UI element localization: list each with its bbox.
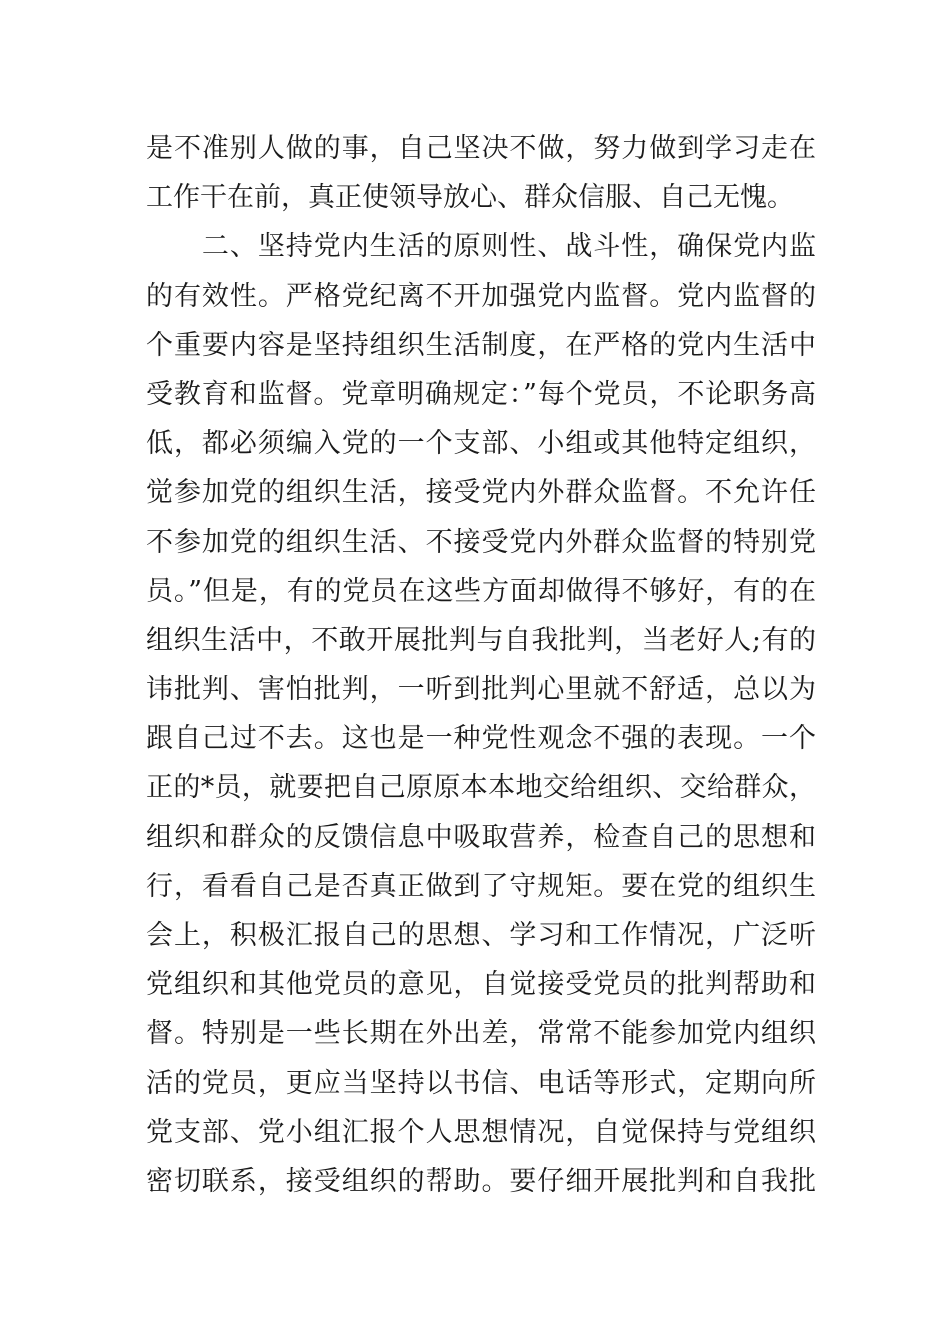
text-line-11: 组织生活中，不敢开展批判与自我批判，当老好人;有的 — [146, 624, 816, 656]
text-line-12: 讳批判、害怕批判，一听到批判心里就不舒适，总以为 — [146, 674, 816, 706]
text-line-16: 行，看看自己是否真正做到了守规矩。要在党的组织生 — [146, 870, 816, 902]
text-line-10: 员。”但是，有的党员在这些方面却做得不够好，有的在 — [146, 575, 816, 607]
document-body — [146, 124, 816, 1206]
text-line-1: 是不准别人做的事，自己坚决不做，努力做到学习走在 — [146, 133, 816, 164]
text-line-6: 受教育和监督。党章明确规定：”每个党员，不论职务高 — [146, 378, 816, 410]
text-line-3: 二、坚持党内生活的原则性、战斗性，确保党内监 — [201, 231, 816, 263]
text-line-8: 觉参加党的组织生活，接受党内外群众监督。不允许任 — [146, 477, 816, 509]
text-line-9: 不参加党的组织生活、不接受党内外群众监督的特别党 — [146, 526, 816, 558]
text-line-15: 组织和群众的反馈信息中吸取营养，检查自己的思想和 — [146, 821, 816, 853]
text-line-13: 跟自己过不去。这也是一种党性观念不强的表现。一个 — [146, 723, 816, 755]
text-line-7: 低，都必须编入党的一个支部、小组或其他特定组织， — [146, 428, 816, 460]
text-line-20: 活的党员，更应当坚持以书信、电话等形式，定期向所 — [146, 1067, 816, 1099]
text-line-18: 党组织和其他党员的意见，自觉接受党员的批判帮助和 — [146, 969, 816, 1001]
text-line-17: 会上，积极汇报自己的思想、学习和工作情况，广泛听 — [146, 920, 816, 951]
text-line-4: 的有效性。严格党纪离不开加强党内监督。党内监督的 — [146, 280, 816, 312]
text-line-21: 党支部、党小组汇报个人思想情况，自觉保持与党组织 — [146, 1116, 816, 1148]
text-line-2: 工作干在前，真正使领导放心、群众信服、自己无愧。 — [146, 182, 794, 214]
text-line-14: 正的*员，就要把自己原原本本地交给组织、交给群众， — [146, 772, 816, 804]
text-line-19: 督。特别是一些长期在外出差，常常不能参加党内组织 — [146, 1018, 816, 1050]
text-line-5: 个重要内容是坚持组织生活制度，在严格的党内生活中 — [146, 329, 816, 361]
text-line-22: 密切联系，接受组织的帮助。要仔细开展批判和自我批 — [146, 1165, 816, 1197]
